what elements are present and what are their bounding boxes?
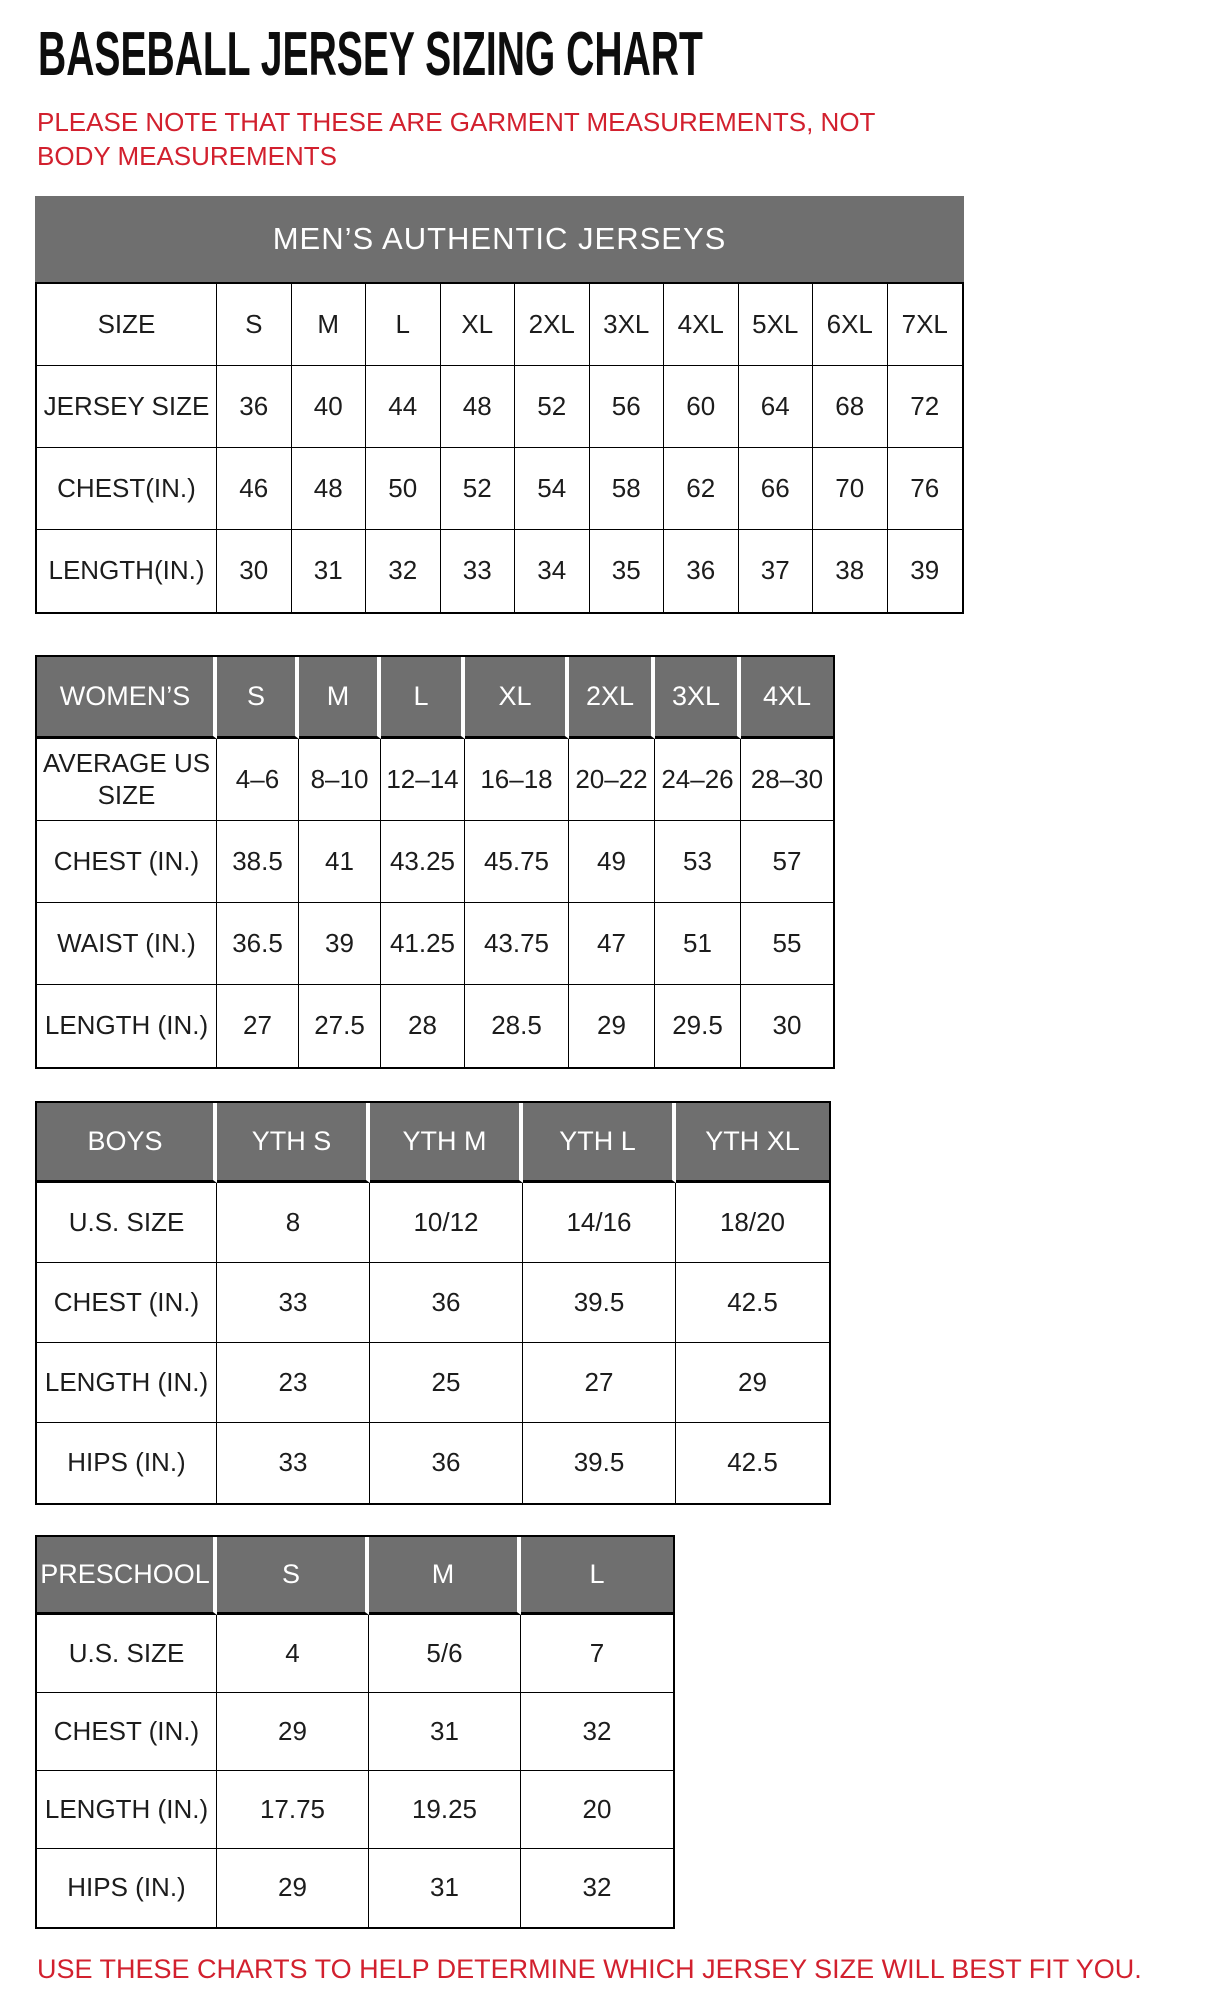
boys-value-cell: 36 [370, 1423, 523, 1503]
preschool-row-label: HIPS (IN.) [37, 1849, 217, 1927]
mens-value-cell: 76 [888, 448, 963, 530]
mens-row-label: CHEST(IN.) [37, 448, 217, 530]
mens-value-cell: 58 [590, 448, 665, 530]
page-title-text: BASEBALL JERSEY SIZING CHART [38, 20, 703, 89]
boys-value-cell: 27 [523, 1343, 676, 1423]
preschool-value-cell: 17.75 [217, 1771, 369, 1849]
mens-value-cell: 32 [366, 530, 441, 612]
mens-value-cell: 34 [515, 530, 590, 612]
mens-value-cell: 39 [910, 555, 940, 586]
preschool-value-cell: 29 [217, 1849, 369, 1927]
preschool-value-cell: 20 [521, 1771, 673, 1849]
mens-value-cell: 7XL [888, 284, 963, 366]
boys-row-label: CHEST (IN.) [37, 1263, 217, 1343]
mens-value-cell: 64 [739, 366, 814, 448]
mens-row-label: LENGTH(IN.) [37, 530, 217, 612]
boys-value-cell: 14/16 [523, 1183, 676, 1263]
mens-value-cell: 35 [590, 530, 665, 612]
mens-table-banner: MEN’S AUTHENTIC JERSEYS [35, 196, 964, 282]
womens-value-cell: 28.5 [465, 985, 569, 1067]
mens-value-cell: 72 [888, 366, 963, 448]
mens-value-cell: 54 [515, 448, 590, 530]
womens-header-cell: 4XL [741, 657, 833, 739]
womens-value-cell: 41 [299, 821, 381, 903]
mens-value-cell: 36 [664, 530, 739, 612]
boys-value-cell: 36 [370, 1263, 523, 1343]
boys-table-grid [35, 1101, 831, 1505]
mens-value-cell: 4XL [664, 284, 739, 366]
garment-measurements-note: PLEASE NOTE THAT THESE ARE GARMENT MEASUREMENTS, NOT BODY MEASUREMENTS [37, 107, 875, 171]
womens-header-cell: S [217, 657, 299, 739]
preschool-value-cell: 4 [217, 1615, 369, 1693]
boys-value-cell: 33 [217, 1423, 370, 1503]
sizing-chart-page [0, 20, 1220, 1985]
womens-value-cell: 51 [655, 903, 741, 985]
womens-value-cell: 38.5 [217, 821, 299, 903]
womens-value-cell: 57 [741, 821, 833, 903]
mens-value-cell: 68 [813, 366, 888, 448]
womens-value-cell: 36.5 [217, 903, 299, 985]
womens-header-cell: 2XL [569, 657, 655, 739]
womens-table-grid [35, 655, 835, 1069]
mens-value-cell: 3XL [590, 284, 665, 366]
boys-row-label: LENGTH (IN.) [37, 1343, 217, 1423]
boys-value-cell: 33 [217, 1263, 370, 1343]
womens-row-label: LENGTH (IN.) [37, 985, 217, 1067]
preschool-header-cell: S [217, 1537, 369, 1615]
womens-row-label: WAIST (IN.) [37, 903, 217, 985]
preschool-value-cell: 7 [521, 1615, 673, 1693]
womens-value-cell: 12–14 [381, 739, 465, 821]
womens-value-cell: 45.75 [465, 821, 569, 903]
mens-value-cell: 30 [217, 530, 292, 612]
preschool-table-grid [35, 1535, 675, 1929]
mens-table-grid [35, 282, 964, 614]
preschool-header-label: PRESCHOOL [37, 1537, 217, 1615]
womens-value-cell: 47 [569, 903, 655, 985]
preschool-header-cell: L [521, 1537, 673, 1615]
womens-value-cell: 41.25 [381, 903, 465, 985]
mens-value-cell: 37 [739, 530, 814, 612]
mens-value-cell: XL [441, 284, 516, 366]
womens-value-cell: 43.25 [381, 821, 465, 903]
womens-value-cell: 16–18 [465, 739, 569, 821]
mens-value-cell: 36 [217, 366, 292, 448]
boys-value-cell: 18/20 [676, 1183, 829, 1263]
mens-row-label: SIZE [37, 284, 217, 366]
womens-row-label: AVERAGE US SIZE [37, 739, 217, 821]
boys-value-cell: 29 [676, 1343, 829, 1423]
womens-value-cell: 43.75 [465, 903, 569, 985]
womens-value-cell: 29 [569, 985, 655, 1067]
womens-value-cell: 27 [217, 985, 299, 1067]
womens-row-label: CHEST (IN.) [37, 821, 217, 903]
womens-sizing-table [35, 655, 835, 1069]
boys-value-cell: 42.5 [727, 1447, 778, 1478]
tables-container [35, 196, 1185, 1929]
womens-value-cell: 29.5 [655, 985, 741, 1067]
preschool-row-label: LENGTH (IN.) [37, 1771, 217, 1849]
mens-value-cell: M [292, 284, 367, 366]
womens-header-cell: M [299, 657, 381, 739]
mens-value-cell: 38 [813, 530, 888, 612]
womens-value-cell: 4–6 [217, 739, 299, 821]
preschool-row-label: CHEST (IN.) [37, 1693, 217, 1771]
mens-value-cell: 31 [292, 530, 367, 612]
boys-header-cell: YTH XL [676, 1103, 829, 1183]
mens-value-cell: 40 [292, 366, 367, 448]
mens-value-cell: 48 [441, 366, 516, 448]
mens-value-cell: 70 [813, 448, 888, 530]
womens-value-cell: 8–10 [299, 739, 381, 821]
mens-value-cell: 52 [515, 366, 590, 448]
womens-header-label: WOMEN’S [37, 657, 217, 739]
boys-value-cell: 42.5 [676, 1263, 829, 1343]
womens-value-cell: 27.5 [299, 985, 381, 1067]
mens-value-cell: 66 [739, 448, 814, 530]
mens-sizing-table [35, 196, 964, 614]
boys-value-cell: 23 [217, 1343, 370, 1423]
mens-value-cell: S [217, 284, 292, 366]
boys-value-cell: 39.5 [523, 1423, 676, 1503]
womens-value-cell: 30 [772, 1010, 802, 1041]
mens-value-cell: 56 [590, 366, 665, 448]
womens-value-cell: 24–26 [655, 739, 741, 821]
mens-value-cell: 2XL [515, 284, 590, 366]
boys-value-cell: 10/12 [370, 1183, 523, 1263]
womens-value-cell: 28 [381, 985, 465, 1067]
boys-header-label: BOYS [37, 1103, 217, 1183]
preschool-value-cell: 29 [217, 1693, 369, 1771]
boys-header-cell: YTH S [217, 1103, 370, 1183]
womens-value-cell: 39 [299, 903, 381, 985]
boys-header-cell: YTH L [523, 1103, 676, 1183]
mens-value-cell: 62 [664, 448, 739, 530]
womens-value-cell: 28–30 [741, 739, 833, 821]
boys-header-cell: YTH M [370, 1103, 523, 1183]
mens-value-cell: L [366, 284, 441, 366]
mens-value-cell: 50 [366, 448, 441, 530]
preschool-row-label: U.S. SIZE [37, 1615, 217, 1693]
mens-value-cell: 33 [441, 530, 516, 612]
womens-header-cell: 3XL [655, 657, 741, 739]
preschool-value-cell: 5/6 [369, 1615, 521, 1693]
boys-row-label: HIPS (IN.) [37, 1423, 217, 1503]
mens-value-cell: 46 [217, 448, 292, 530]
womens-value-cell: 20–22 [569, 739, 655, 821]
mens-value-cell: 5XL [739, 284, 814, 366]
mens-value-cell: 52 [441, 448, 516, 530]
page-title [38, 20, 1185, 89]
preschool-value-cell: 19.25 [369, 1771, 521, 1849]
boys-sizing-table [35, 1101, 831, 1505]
womens-value-cell: 49 [569, 821, 655, 903]
mens-row-label: JERSEY SIZE [37, 366, 217, 448]
boys-row-label: U.S. SIZE [37, 1183, 217, 1263]
footer-note: USE THESE CHARTS TO HELP DETERMINE WHICH JERSEY SIZE WILL BEST FIT YOU. [37, 1953, 1142, 1984]
preschool-sizing-table [35, 1535, 675, 1929]
preschool-value-cell: 32 [521, 1693, 673, 1771]
mens-value-cell: 6XL [813, 284, 888, 366]
boys-value-cell: 39.5 [523, 1263, 676, 1343]
boys-value-cell: 25 [370, 1343, 523, 1423]
womens-header-cell: XL [465, 657, 569, 739]
preschool-value-cell: 31 [369, 1693, 521, 1771]
mens-value-cell: 60 [664, 366, 739, 448]
womens-value-cell: 55 [741, 903, 833, 985]
womens-header-cell: L [381, 657, 465, 739]
mens-value-cell: 44 [366, 366, 441, 448]
mens-value-cell: 48 [292, 448, 367, 530]
preschool-value-cell: 31 [369, 1849, 521, 1927]
preschool-value-cell: 32 [582, 1872, 612, 1903]
womens-value-cell: 53 [655, 821, 741, 903]
preschool-header-cell: M [369, 1537, 521, 1615]
boys-value-cell: 8 [217, 1183, 370, 1263]
